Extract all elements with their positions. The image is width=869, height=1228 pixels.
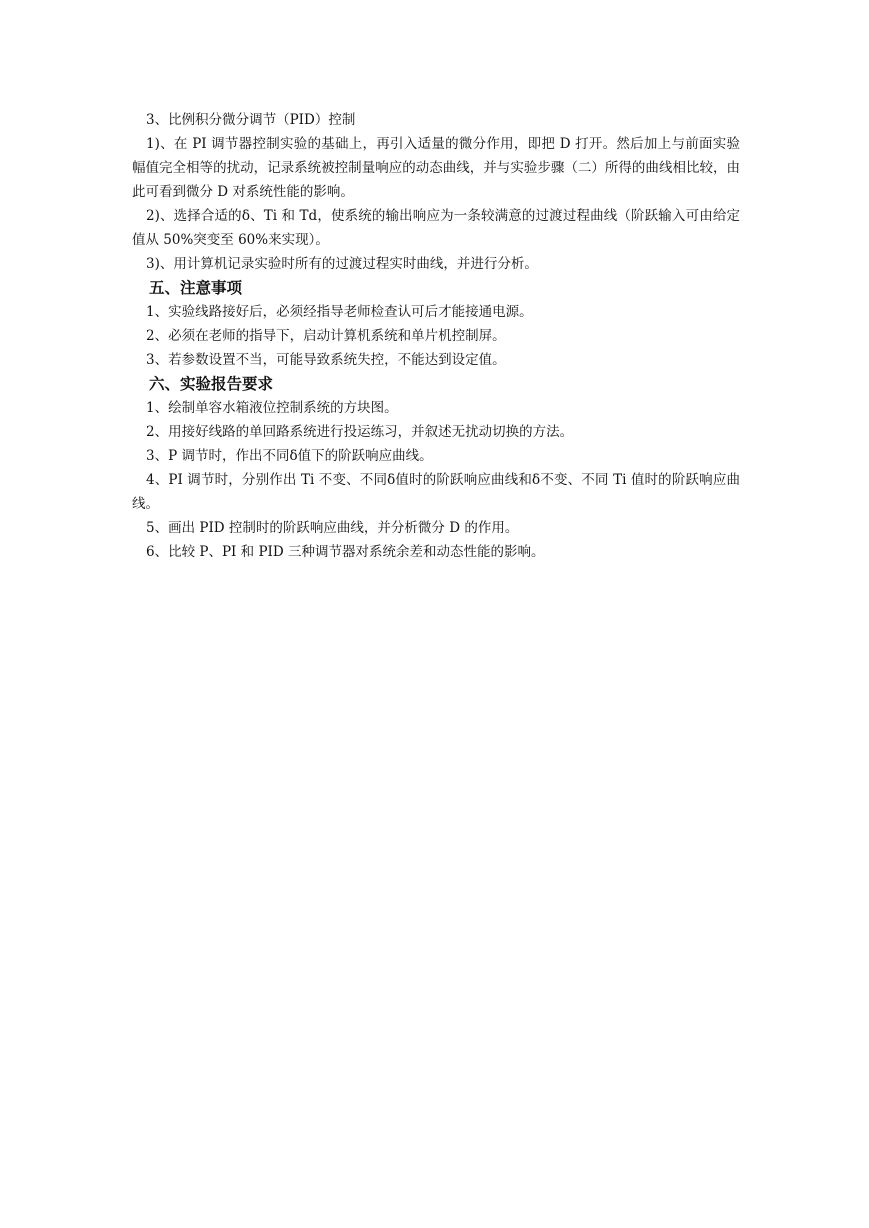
note-item: 3、若参数设置不当，可能导致系统失控，不能达到设定值。: [146, 352, 506, 368]
pid-section-title: 3、比例积分微分调节（PID）控制: [146, 112, 356, 128]
note-item: 1、实验线路接好后，必须经指导老师检查认可后才能接通电源。: [146, 304, 533, 320]
report-item: 5、画出 PID 控制时的阶跃响应曲线，并分析微分 D 的作用。: [146, 520, 519, 536]
notes-heading: 五、注意事项: [149, 279, 243, 297]
report-item: 4、PI 调节时，分别作出 Ti 不变、不同δ值时的阶跃响应曲线和δ不变、不同 Ti 值时的阶跃响应曲线。: [132, 472, 740, 512]
report-item: 3、P 调节时，作出不同δ值下的阶跃响应曲线。: [146, 448, 433, 464]
report-item: 6、比较 P、PI 和 PID 三种调节器对系统余差和动态性能的影响。: [146, 544, 545, 560]
note-item: 2、必须在老师的指导下，启动计算机系统和单片机控制屏。: [146, 328, 506, 344]
report-heading: 六、实验报告要求: [149, 375, 274, 393]
report-item: 1、绘制单容水箱液位控制系统的方块图。: [146, 400, 398, 416]
document-body: [132, 108, 740, 564]
pid-step-3: 3)、用计算机记录实验时所有的过渡过程实时曲线，并进行分析。: [146, 256, 538, 272]
pid-step-2: 2)、选择合适的δ、Ti 和 Td，使系统的输出响应为一条较满意的过渡过程曲线（阶跃输入可由给定值从 50%突变至 60%来实现）。: [132, 208, 740, 248]
pid-step-1: 1)、在 PI 调节器控制实验的基础上，再引入适量的微分作用，即把 D 打开。然后加上与前面实验幅值完全相等的扰动，记录系统被控制量响应的动态曲线，并与实验步骤（二）所得的曲线相比较，由此可看到微分 D 对系统性能的影响。: [132, 136, 740, 200]
report-item: 2、用接好线路的单回路系统进行投运练习，并叙述无扰动切换的方法。: [146, 424, 574, 440]
